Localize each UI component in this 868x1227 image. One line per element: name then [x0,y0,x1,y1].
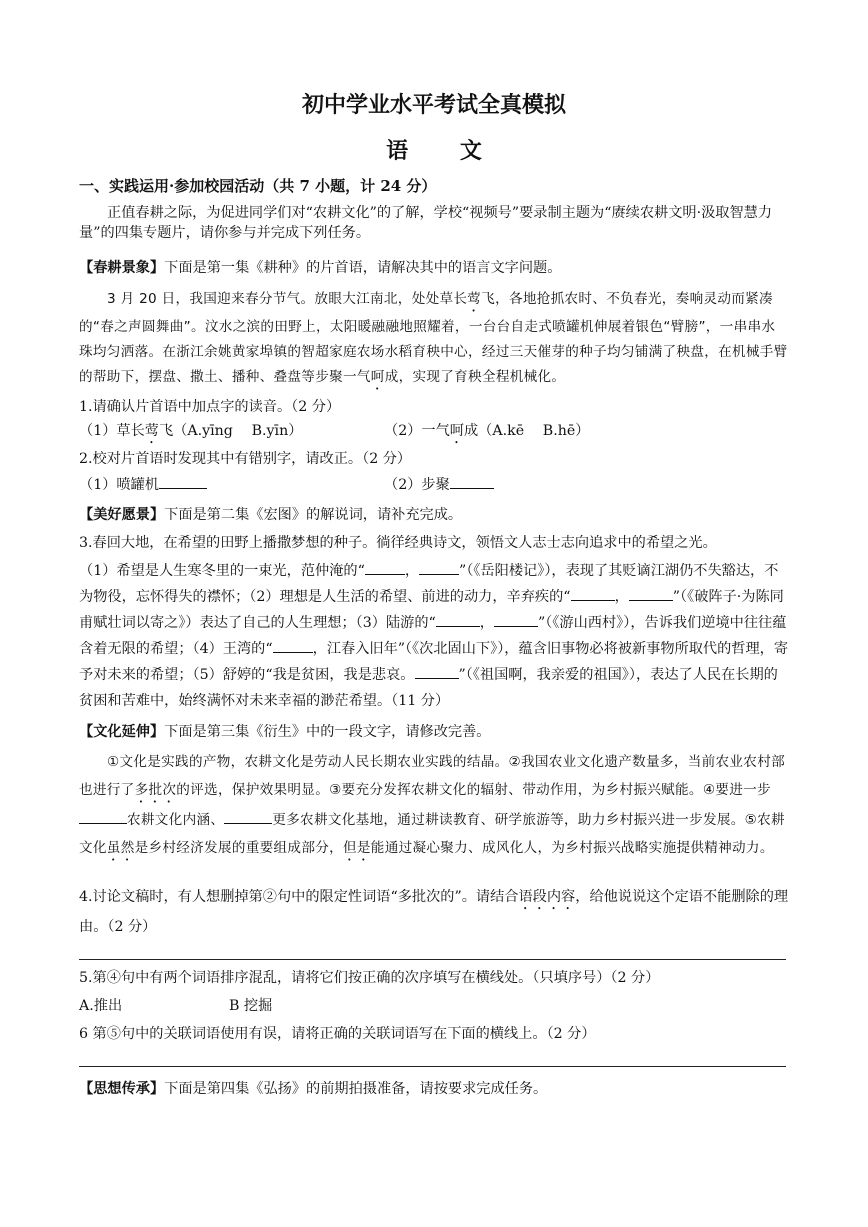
q2-option-1 [79,474,384,495]
dotted-char: 呵 [449,423,464,439]
dotted-word: 多批次 [134,782,177,798]
passage-text: 更多农耕文化基地，通过耕读教育、研学旅游等，助力乡村振兴进一步发展。⑤农耕文化 [79,812,785,856]
answer-blank[interactable] [79,809,127,824]
passage-text: 能通过凝心聚力、成风化人，为乡村振兴战略实施提供精神动力。 [370,840,774,856]
q1-stem: 1.请确认片首语中加点字的读音。（2 分） [79,399,341,415]
dotted-char: 莺 [144,423,159,439]
dotted-char: 莺 [467,291,482,307]
dotted-word: 但是 [343,840,371,856]
answer-blank[interactable] [629,586,673,601]
part2-tag: 【美好愿景】 [79,507,165,523]
q3-text: ， [614,589,629,605]
part3-instruction: 下面是第三集《衍生》中的一段文字，请修改完善。 [164,724,491,740]
q4-stem [79,883,789,941]
exam-title: 初中学业水平考试全真模拟 [301,92,566,118]
q3-text: ”（《祖国啊，我亲爱的祖国》），表达了人民在长期的贫困和苦难中，始终满怀对未来幸福的渺茫希望。（11 分） [79,667,778,709]
part3-header [79,722,789,742]
answer-line[interactable] [79,1066,786,1067]
answer-blank[interactable] [436,612,480,627]
passage-text: 飞，各地抢抓农时、不负春光，奏响灵动而紧凑的“春之声圆舞曲”。汶水之滨的田野上，太阳暖融融地照耀着，一台台自走式喷罐机伸展着银色“臂膀”，一串串水珠均匀洒落。在浙江余姚黄家埠镇的智超家庭农场水稻育秧中心，经过三天催芽的种子均匀铺满了秧盘，在机械手臂的帮助下，摆盘、撒土、播种、叠盘等步聚一气 [79,291,788,385]
passage-text: ①文化是实践的产物，农耕文化是劳动人民长期农业实践的结晶。②我国农业文化遗产数量多，当前农业农村部也进行了 [79,754,785,798]
answer-blank[interactable] [365,560,405,575]
part1-tag: 【春耕景象】 [79,260,165,276]
q1-option-1 [79,421,384,447]
passage-text: 成，实现了育秧全程机械化。 [384,369,566,385]
passage-text: 3 月 20 日，我国迎来春分节气。放眼大江南北，处处草长 [107,291,468,307]
q3-text: ”（《游山西村》），告诉我们逆境中往往蕴含着无限的希望；（4）王湾的“ [79,615,787,657]
answer-blank[interactable] [419,560,459,575]
dotted-word: 语段内容 [518,889,576,905]
part1-passage [79,287,789,393]
q3-text: ， [479,615,494,631]
q3-body [79,558,789,714]
subject-title: 语 文 [386,138,504,164]
q5-stem: 5.第④句中有两个词语排序混乱，请将它们按正确的次序填写在横线处。（只填序号）（2 分） [79,970,660,986]
option-text: （2）步聚 [384,477,450,493]
q1-option-2 [384,421,589,447]
passage-text: 是乡村经济发展的重要组成部分， [134,840,343,856]
answer-blank[interactable] [224,809,272,824]
dotted-char: 呵 [370,369,385,385]
part3-tag: 【文化延伸】 [79,724,165,740]
answer-blank[interactable] [159,474,207,489]
part2-instruction: 下面是第二集《宏图》的解说词，请补充完成。 [164,507,463,523]
q4-text: ，给他说说这个定语不能删除的理由。（2 分） [79,889,789,935]
section-heading: 一、实践运用·参加校园活动（共 7 小题，计 24 分） [79,177,437,195]
q3-text: ， [404,563,420,579]
answer-blank[interactable] [494,612,538,627]
q2-options [79,474,789,495]
q5-options [79,996,789,1016]
part4-instruction: 下面是第四集《弘扬》的前期拍摄准备，请按要求完成任务。 [164,1081,548,1097]
q5-option-a: A.推出 [79,998,123,1014]
answer-line[interactable] [79,959,786,960]
answer-blank[interactable] [273,638,313,653]
option-text: （1）草长 [79,423,145,439]
q3-text: （1）希望是人生寒冬里的一束光，范仲淹的“ [79,563,365,579]
part1-header [79,258,789,278]
answer-blank[interactable] [450,474,494,489]
part4-tag: 【思想传承】 [79,1081,165,1097]
part4-header [79,1079,789,1099]
q2-stem: 2.校对片首语时发现其中有错别字，请改正。（2 分） [79,451,412,467]
passage-text: 的评选，保护效果明显。③要充分发挥农耕文化的辐射、带动作用，为乡村振兴赋能。④要进一步 [176,782,771,798]
answer-blank[interactable] [415,664,459,679]
dotted-word: 虽然 [106,840,135,856]
part1-instruction: 下面是第一集《耕种》的片首语，请解决其中的语言文字问题。 [164,260,562,276]
answer-blank[interactable] [571,586,615,601]
option-text: 飞（A.yīng B.yīn） [158,423,303,439]
q3-text: ”（《破阵子·为陈同甫赋壮词以寄之》）表达了自己的人生理想；（3）陆游的“ [79,589,784,631]
section-intro [79,203,789,243]
section-intro-text: 正值春耕之际，为促进同学们对“农耕文化”的了解，学校“视频号”要录制主题为“赓续农耕文明·汲取智慧力量”的四集专题片，请你参与并完成下列任务。 [79,205,773,241]
q4-text: 4.讨论文稿时，有人想删掉第②句中的限定性词语“多批次的”。请结合 [79,889,519,905]
q3-stem: 3.春回大地，在希望的田野上播撒梦想的种子。徜徉经典诗文，领悟文人志士志向追求中的希望之光。 [79,535,717,551]
passage-text: 农耕文化内涵、 [127,812,225,828]
q5-option-b: B 挖掘 [229,998,273,1014]
q1-options [79,421,789,447]
part2-header [79,505,789,525]
q6-stem: 6 第⑤句中的关联词语使用有误，请将正确的关联词语写在下面的横线上。（2 分） [79,1026,596,1042]
q2-option-2 [384,474,494,495]
option-text: （2）一气 [384,423,450,439]
option-text: 成（A.kē B.hē） [463,423,590,439]
q3-text: ”（《岳阳楼记》），表现了其贬谪江湖仍不失豁达，不为物役，忘怀得失的襟怀；（2）理想是人生活的希望、前进的动力，辛弃疾的“ [79,563,779,605]
option-text: （1）喷罐机 [79,477,159,493]
q3-text: ，江春入旧年”（《次北固山下》），蕴含旧事物必将被新事物所取代的哲理，寄予对未来的希望；（5）舒婷的“我是贫困，我是悲哀。 [79,641,789,683]
part3-passage [79,748,789,864]
